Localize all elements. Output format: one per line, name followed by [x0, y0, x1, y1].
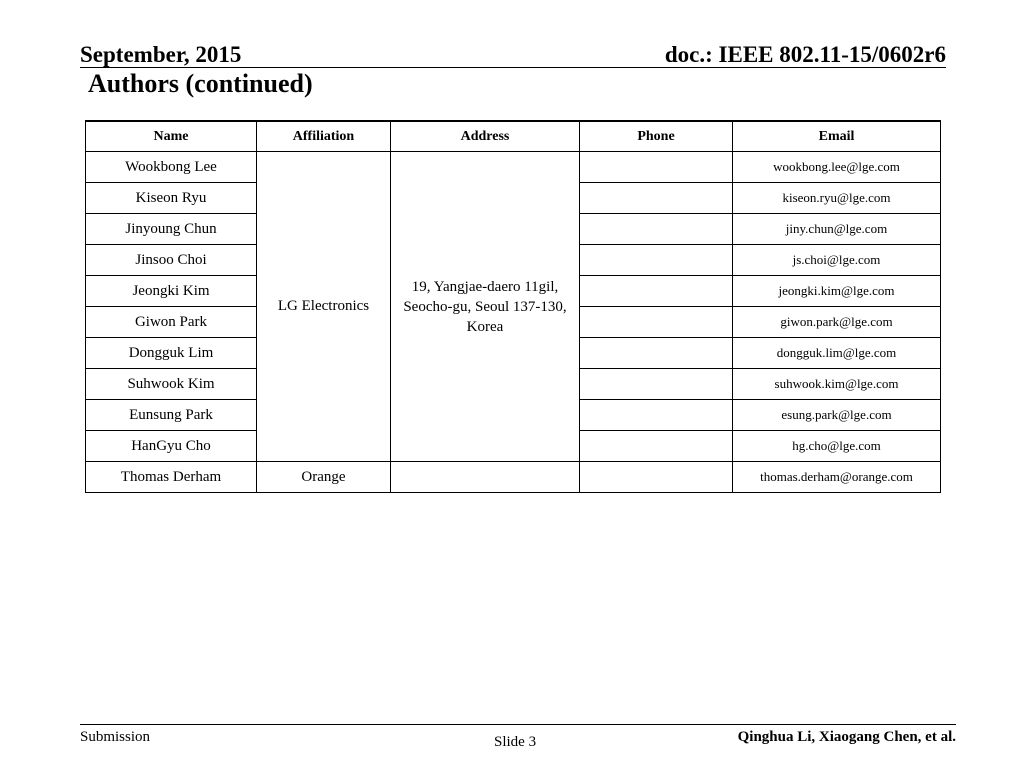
table-row: [86, 462, 941, 493]
author-name: Wookbong Lee: [86, 152, 257, 183]
email-cell: jeongki.kim@lge.com: [733, 276, 941, 307]
phone-cell: [580, 214, 733, 245]
email-cell: suhwook.kim@lge.com: [733, 369, 941, 400]
email-cell: jiny.chun@lge.com: [733, 214, 941, 245]
author-name: Eunsung Park: [86, 400, 257, 431]
phone-cell: [580, 152, 733, 183]
email-cell: hg.cho@lge.com: [733, 431, 941, 462]
column-header-name: Name: [86, 121, 257, 152]
phone-cell: [580, 431, 733, 462]
phone-cell: [580, 400, 733, 431]
email-cell: esung.park@lge.com: [733, 400, 941, 431]
affiliation-cell: Orange: [257, 462, 391, 493]
table-row: [86, 152, 941, 183]
author-name: Thomas Derham: [86, 462, 257, 493]
table-header-row: [86, 121, 941, 152]
address-cell: 19, Yangjae-daero 11gil, Seocho-gu, Seoul 137-130, Korea: [391, 152, 580, 462]
email-cell: dongguk.lim@lge.com: [733, 338, 941, 369]
address-cell: [391, 462, 580, 493]
email-cell: js.choi@lge.com: [733, 245, 941, 276]
email-cell: giwon.park@lge.com: [733, 307, 941, 338]
phone-cell: [580, 245, 733, 276]
phone-cell: [580, 307, 733, 338]
author-name: Dongguk Lim: [86, 338, 257, 369]
slide-number: Slide 3: [494, 734, 537, 750]
author-name: HanGyu Cho: [86, 431, 257, 462]
footer-authors: Qinghua Li, Xiaogang Chen, et al.: [737, 729, 956, 745]
phone-cell: [580, 276, 733, 307]
author-name: Giwon Park: [86, 307, 257, 338]
column-header-phone: Phone: [580, 121, 733, 152]
column-header-email: Email: [733, 121, 941, 152]
author-name: Jinyoung Chun: [86, 214, 257, 245]
affiliation-cell: LG Electronics: [257, 152, 391, 462]
email-cell: thomas.derham@orange.com: [733, 462, 941, 493]
phone-cell: [580, 183, 733, 214]
author-name: Suhwook Kim: [86, 369, 257, 400]
header-doc-id: doc.: IEEE 802.11-15/0602r6: [664, 42, 946, 67]
author-name: Jinsoo Choi: [86, 245, 257, 276]
footer-submission: Submission: [80, 729, 151, 745]
authors-table: [85, 120, 941, 493]
phone-cell: [580, 462, 733, 493]
phone-cell: [580, 338, 733, 369]
slide-title: Authors (continued): [88, 69, 313, 98]
header-date: September, 2015: [80, 42, 242, 67]
author-name: Kiseon Ryu: [86, 183, 257, 214]
column-header-affiliation: Affiliation: [257, 121, 391, 152]
author-name: Jeongki Kim: [86, 276, 257, 307]
column-header-address: Address: [391, 121, 580, 152]
phone-cell: [580, 369, 733, 400]
email-cell: wookbong.lee@lge.com: [733, 152, 941, 183]
footer-divider: [80, 724, 956, 725]
email-cell: kiseon.ryu@lge.com: [733, 183, 941, 214]
